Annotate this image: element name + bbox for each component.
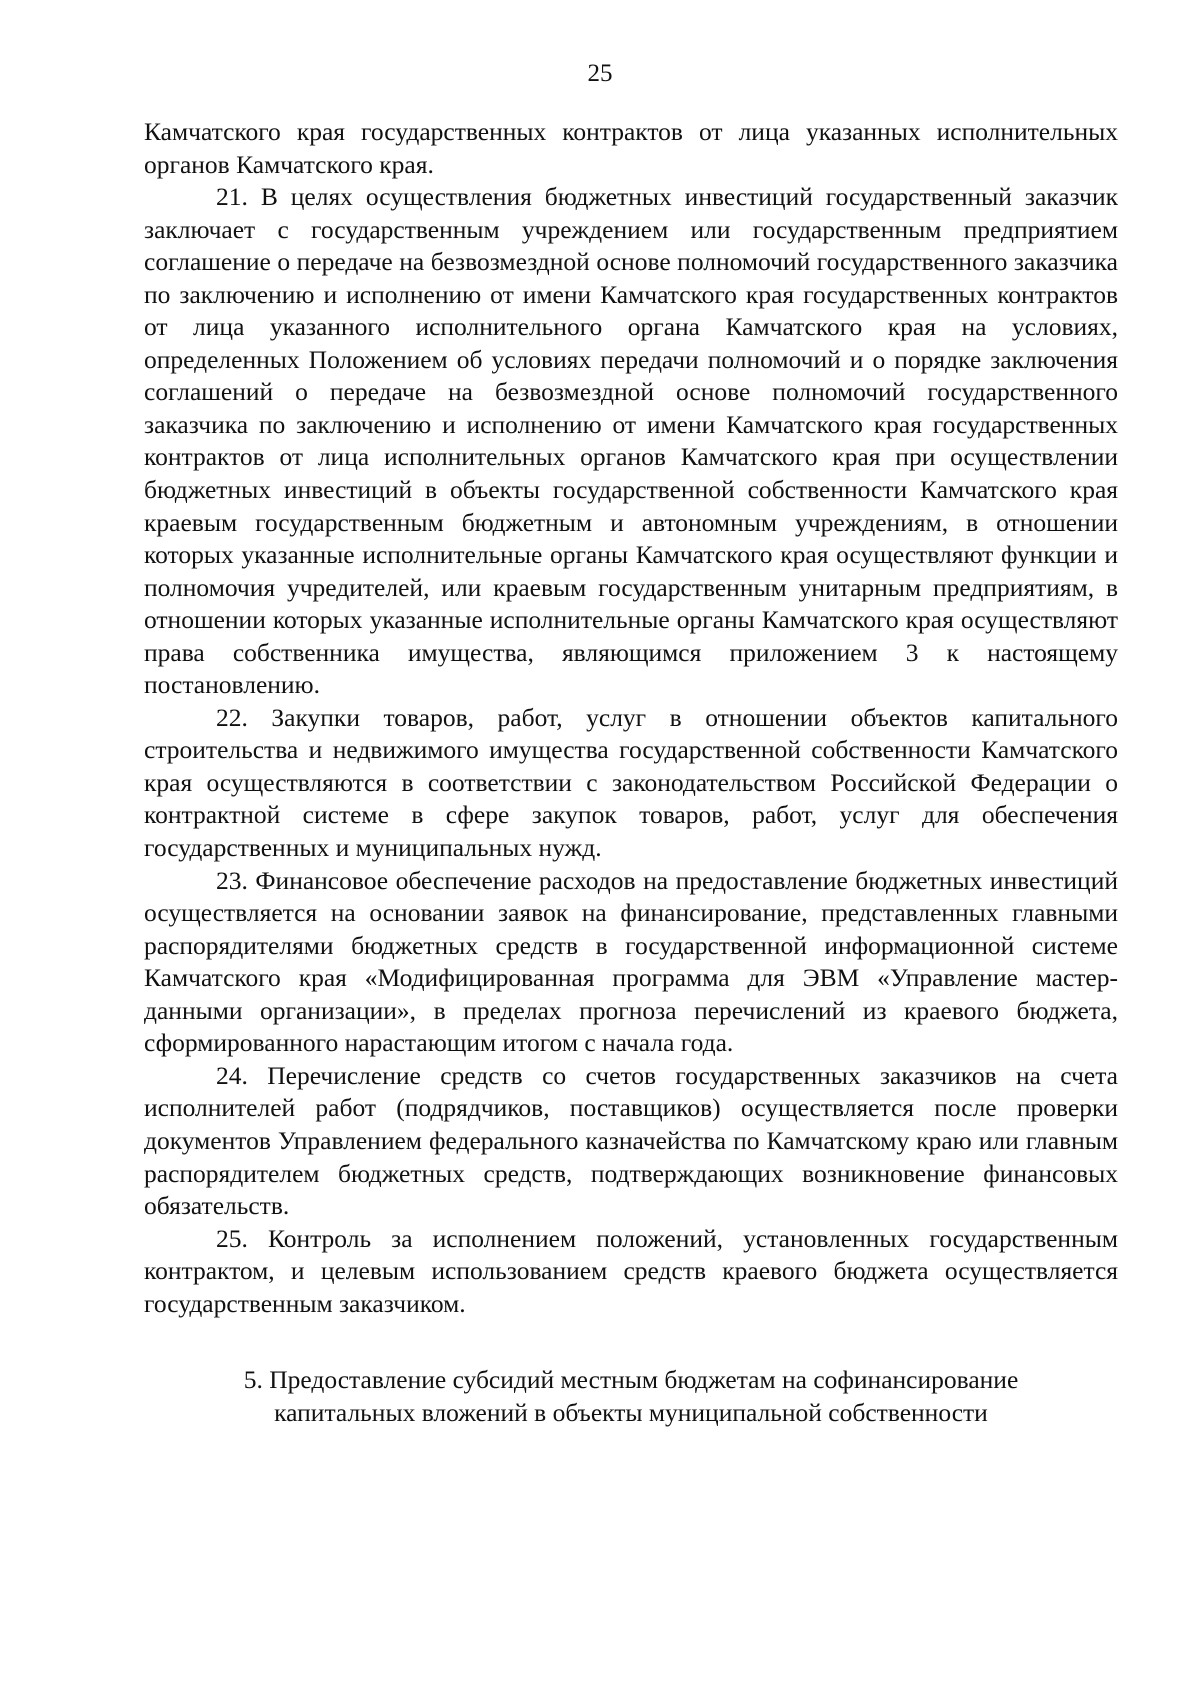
paragraph-21: 21. В целях осуществления бюджетных инвестиций государственный заказчик заключает с государственным учреждением или государственным предприятием соглашение о передаче на безвозмездной основе полномочий государственного заказчика по заключению и исполнению от имени Камчатского края государственных контрактов от лица указанного исполнительного органа Камчатского края на условиях, определенных Положением об условиях передачи полномочий и о порядке заключения соглашений о передаче на безвозмездной основе полномочий государственного заказчика по заключению и исполнению от имени Камчатского края государственных контрактов от лица исполнительных органов Камчатского края при осуществлении бюджетных инвестиций в объекты государственной собственности Камчатского края краевым государственным бюджетным и автономным учреждениям, в отношении которых указанные исполнительные органы Камчатского края осуществляют функции и полномочия учредителей, или краевым государственным унитарным предприятиям, в отношении которых указанные исполнительные органы Камчатского края осуществляют права собственника имущества, являющимся приложением 3 к настоящему постановлению. <box>144 182 1118 700</box>
paragraph-continuation: Камчатского края государственных контрактов от лица указанных исполнительных органов Камчатского края. <box>144 117 1118 179</box>
section-heading <box>144 1364 1118 1429</box>
paragraph-24: 24. Перечисление средств со счетов государственных заказчиков на счета исполнителей работ (подрядчиков, поставщиков) осуществляется после проверки документов Управлением федерального казначейства по Камчатскому краю или главным распорядителем бюджетных средств, подтверждающих возникновение финансовых обязательств. <box>144 1060 1118 1221</box>
section-heading-line-1: 5. Предоставление субсидий местным бюджетам на софинансирование <box>243 1365 1019 1395</box>
paragraph-25: 25. Контроль за исполнением положений, установленных государственным контрактом, и целевым использованием средств краевого бюджета осуществляется государственным заказчиком. <box>144 1223 1118 1318</box>
paragraph-23: 23. Финансовое обеспечение расходов на предоставление бюджетных инвестиций осуществляется на основании заявок на финансирование, представленных главными распорядителями бюджетных средств в государственной информационной системе Камчатского края «Модифицированная программа для ЭВМ «Управление мастер-данными организации», в пределах прогноза перечислений из краевого бюджета, сформированного нарастающим итогом с начала года. <box>144 865 1118 1058</box>
document-body <box>144 116 1118 1429</box>
page-number: 25 <box>587 60 613 87</box>
paragraph-22: 22. Закупки товаров, работ, услуг в отношении объектов капитального строительства и недвижимого имущества государственной собственности Камчатского края осуществляются в соответствии с законодательством Российской Федерации о контрактной системе в сфере закупок товаров, работ, услуг для обеспечения государственных и муниципальных нужд. <box>144 702 1118 863</box>
section-heading-line-2: капитальных вложений в объекты муниципальной собственности <box>274 1397 988 1427</box>
